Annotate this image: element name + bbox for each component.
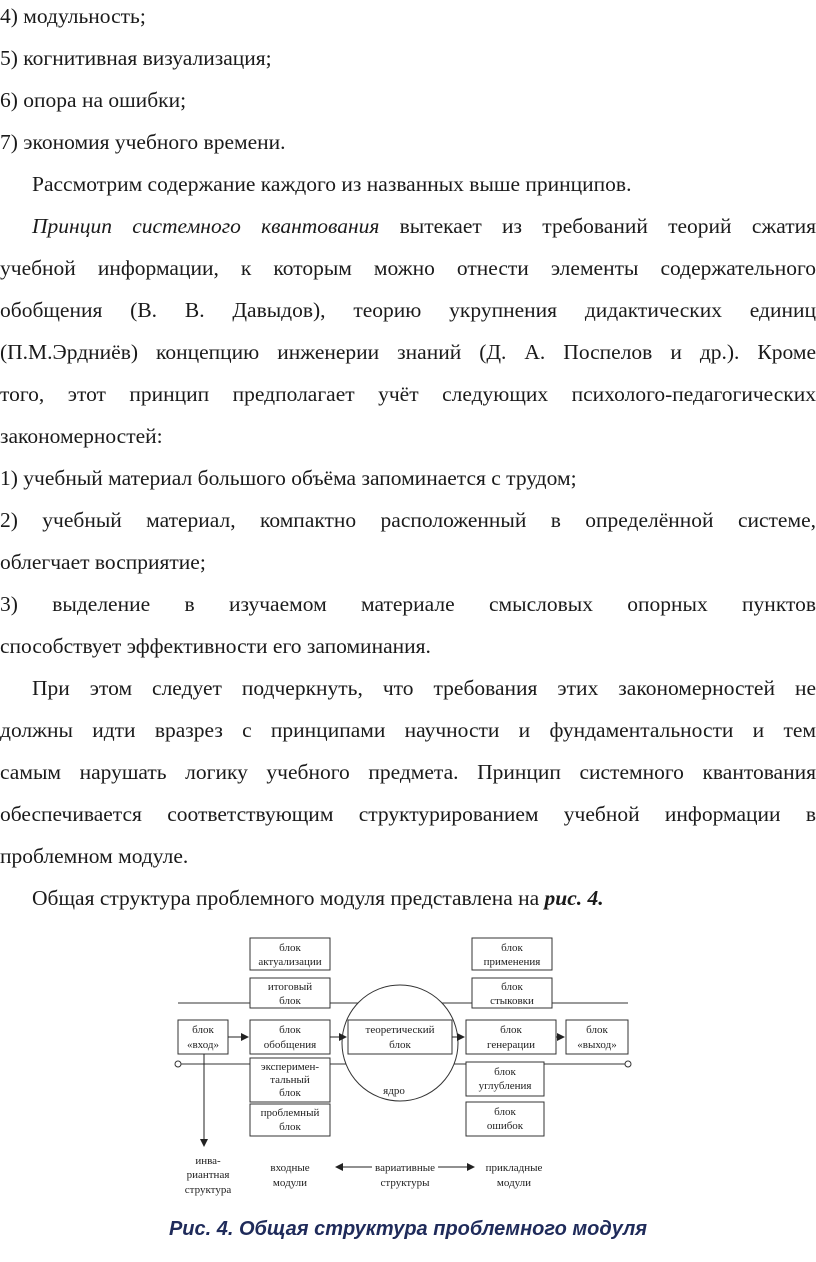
paragraph-line: закономерностей: [0,424,163,448]
block-label: углубления [478,1080,532,1092]
paragraph-line: Рассмотрим содержание каждого из названных выше принципов. [32,172,632,196]
block-label: блок [279,1121,301,1133]
block-label: «вход» [186,1039,220,1051]
block-label: эксперимен- [260,1061,320,1073]
list-item: 5) когнитивная визуализация; [0,46,272,70]
block-label: блок [279,1087,301,1099]
core-label: ядро [383,1085,405,1097]
paragraph-line: (П.М.Эрдниёв) концепцию инженерии знаний (Д. А. Поспелов и др.). Кроме [0,340,816,364]
bottom-label: модули [496,1177,532,1189]
paragraph-line: проблемном модуле. [0,844,189,868]
block-label: «выход» [577,1039,617,1051]
block-label: блок [501,942,523,954]
list-item: 4) модульность; [0,4,146,28]
block-label: блок [279,1024,301,1036]
paragraph-line: учебной информации, к которым можно отнести элементы содержательного [0,256,816,280]
paragraph-line: самым нарушать логику учебного предмета. Принцип системного квантования [0,760,816,784]
paragraph-text: вытекает из требований теорий сжатия [379,214,816,238]
block-label: блок [389,1039,411,1051]
block-label: стыковки [490,995,534,1007]
paragraph-line: При этом следует подчеркнуть, что требования этих закономерностей не [32,676,816,700]
list-item: 6) опора на ошибки; [0,88,187,112]
block-label: ошибок [486,1120,524,1132]
bottom-label: прикладные [485,1162,543,1174]
block-label: блок [500,1024,522,1036]
term-italic: Принцип системного квантования [32,214,380,238]
bottom-label: входные [270,1162,310,1174]
bottom-label: инва- [195,1155,221,1167]
list-item: 3) выделение в изучаемом материале смысловых опорных пунктов [0,592,816,616]
paragraph-line: того, этот принцип предполагает учёт следующих психолого-педагогических [0,382,816,406]
block-label: блок [279,995,301,1007]
paragraph-line [32,212,816,240]
block-label: блок [494,1106,516,1118]
block-label: теоретический [365,1024,435,1036]
figure-caption: Рис. 4. Общая структура проблемного модуля [168,1218,648,1240]
block-label: применения [483,956,541,968]
paragraph-line: должны идти вразрез с принципами научности и фундаментальности и тем [0,718,816,742]
bottom-label: модули [272,1177,308,1189]
paragraph-line [32,884,816,912]
bottom-label: структуры [380,1177,430,1189]
list-item: 7) экономия учебного времени. [0,130,286,154]
structure-diagram [0,920,816,1210]
block-label: обобщения [263,1039,317,1051]
block-label: тальный [270,1074,310,1086]
bottom-label: риантная [186,1169,230,1181]
paragraph-line: обобщения (В. В. Давыдов), теорию укрупнения дидактических единиц [0,298,816,322]
list-item: облегчает восприятие; [0,550,206,574]
list-item: способствует эффективности его запоминания. [0,634,431,658]
paragraph-line: обеспечивается соответствующим структурированием учебной информации в [0,802,816,826]
block-label: блок [586,1024,608,1036]
block-label: генерации [486,1039,536,1051]
list-item: 2) учебный материал, компактно расположенный в определённой системе, [0,508,816,532]
bottom-label: структура [184,1184,232,1196]
block-label: итоговый [267,981,313,993]
bottom-label: вариативные [375,1162,435,1174]
line-start-dot [175,1061,181,1067]
list-item: 1) учебный материал большого объёма запоминается с трудом; [0,466,577,490]
block-label: проблемный [260,1107,320,1119]
figure-reference: рис. 4. [544,886,604,910]
line-end-dot [625,1061,631,1067]
block-label: актуализации [258,956,322,968]
block-label: блок [501,981,523,993]
block-label: блок [494,1066,516,1078]
block-label: блок [192,1024,214,1036]
paragraph-text: Общая структура проблемного модуля представлена на [32,886,545,910]
block-label: блок [279,942,301,954]
